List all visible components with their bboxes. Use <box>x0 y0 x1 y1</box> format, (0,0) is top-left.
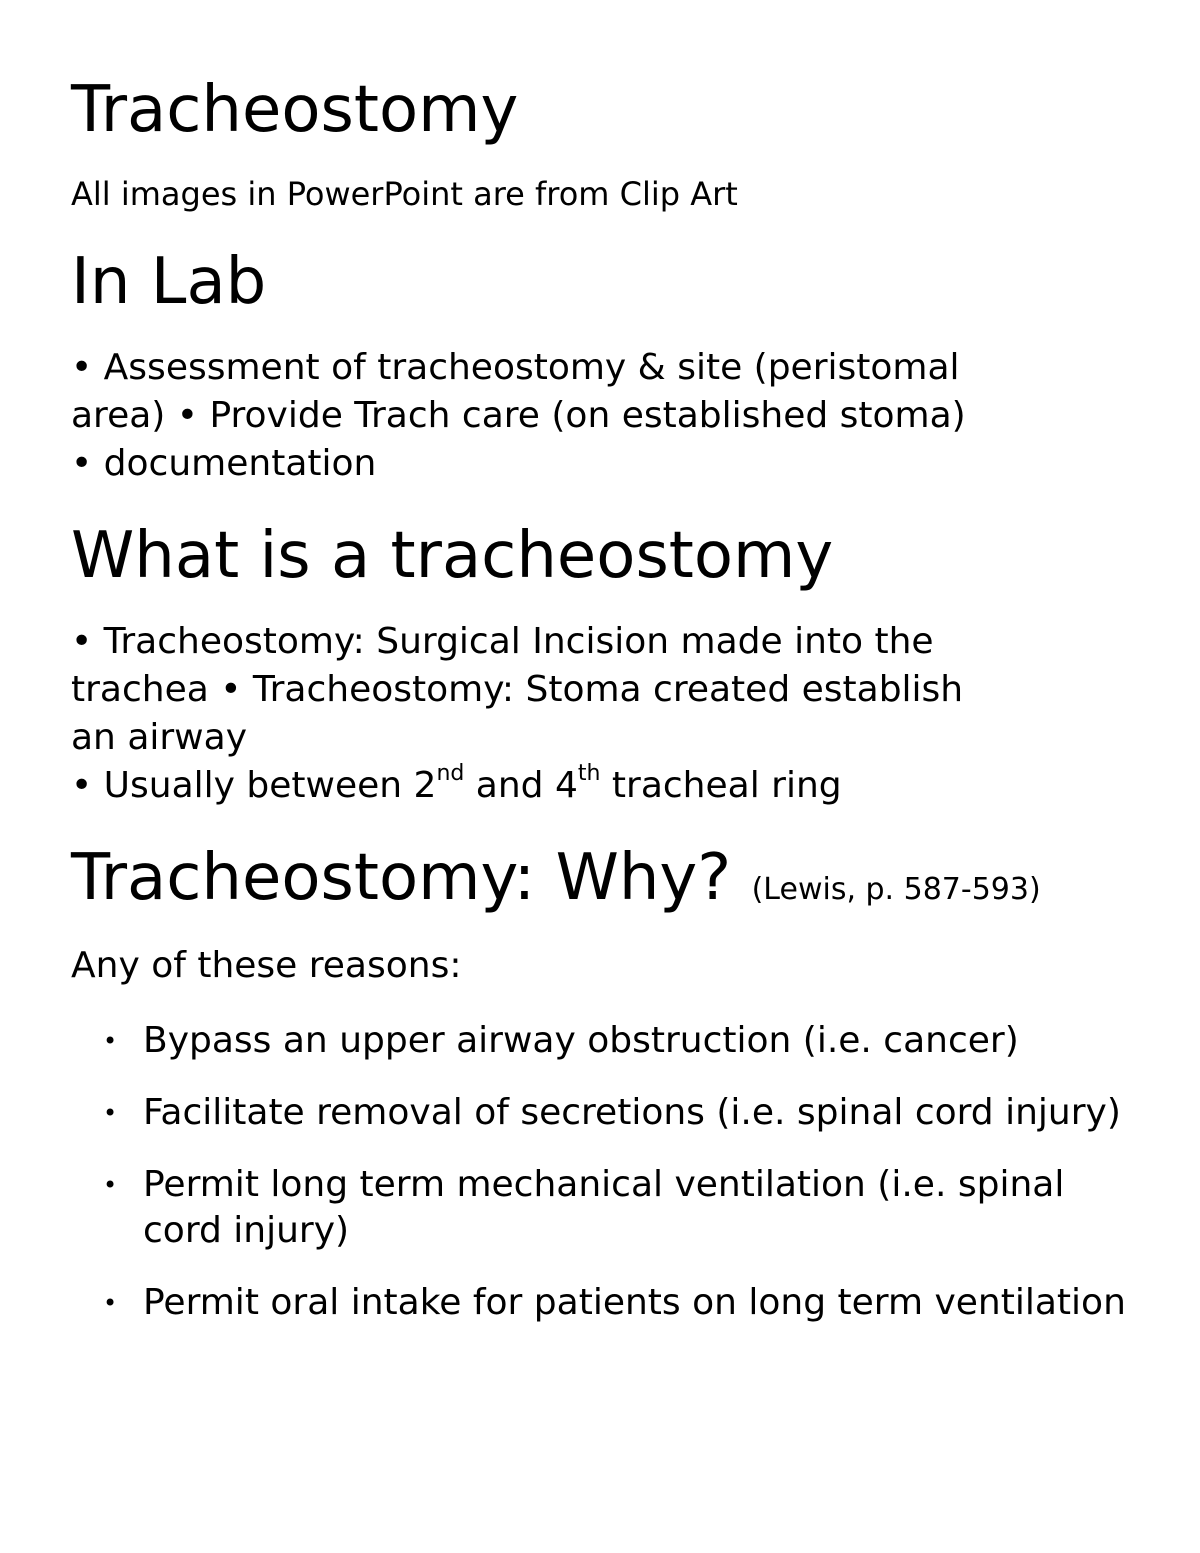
what-is-line: trachea • Tracheostomy: Stoma created establish <box>71 669 964 710</box>
list-item <box>71 1090 1131 1136</box>
list-item <box>71 1162 1131 1254</box>
what-is-line: an airway <box>71 717 247 758</box>
bullet-icon: • <box>103 1289 118 1317</box>
list-item <box>71 1018 1131 1064</box>
bullet-icon: • <box>103 1099 118 1127</box>
what-is-heading: What is a tracheostomy <box>71 519 834 593</box>
why-intro: Any of these reasons: <box>71 945 462 986</box>
tracheal-ring-line <box>71 762 1131 810</box>
reasons-list <box>71 1018 1131 1352</box>
bullet-icon: • <box>103 1171 118 1199</box>
ring-line-prefix: • Usually between 2 <box>71 765 437 806</box>
ordinal-suffix: th <box>577 761 601 786</box>
clip-art-note: All images in PowerPoint are from Clip Art <box>71 175 738 213</box>
in-lab-heading: In Lab <box>71 245 267 319</box>
document-title: Tracheostomy <box>71 73 519 147</box>
reason-text: Facilitate removal of secretions (i.e. spinal cord injury) <box>143 1092 1121 1133</box>
in-lab-line: • Assessment of tracheostomy & site (peristomal <box>71 347 960 388</box>
reason-text: Permit oral intake for patients on long term ventilation <box>143 1282 1126 1323</box>
in-lab-line: • documentation <box>71 443 377 484</box>
reason-text: Permit long term mechanical ventilation (i.e. spinal cord injury) <box>143 1164 1065 1251</box>
why-heading <box>71 838 1041 930</box>
in-lab-paragraph <box>71 344 1131 488</box>
list-item <box>71 1280 1131 1326</box>
ordinal-suffix: nd <box>436 761 465 786</box>
what-is-line: • Tracheostomy: Surgical Incision made into the <box>71 621 934 662</box>
reason-text: Bypass an upper airway obstruction (i.e. cancer) <box>143 1020 1019 1061</box>
citation: (Lewis, p. 587-593) <box>751 872 1041 907</box>
ring-line-suffix: tracheal ring <box>600 765 842 806</box>
in-lab-line: area) • Provide Trach care (on established stoma) <box>71 395 966 436</box>
what-is-paragraph <box>71 618 1131 810</box>
ring-line-middle: and 4 <box>464 765 578 806</box>
bullet-icon: • <box>103 1027 118 1055</box>
why-heading-text: Tracheostomy: Why? <box>71 841 732 915</box>
